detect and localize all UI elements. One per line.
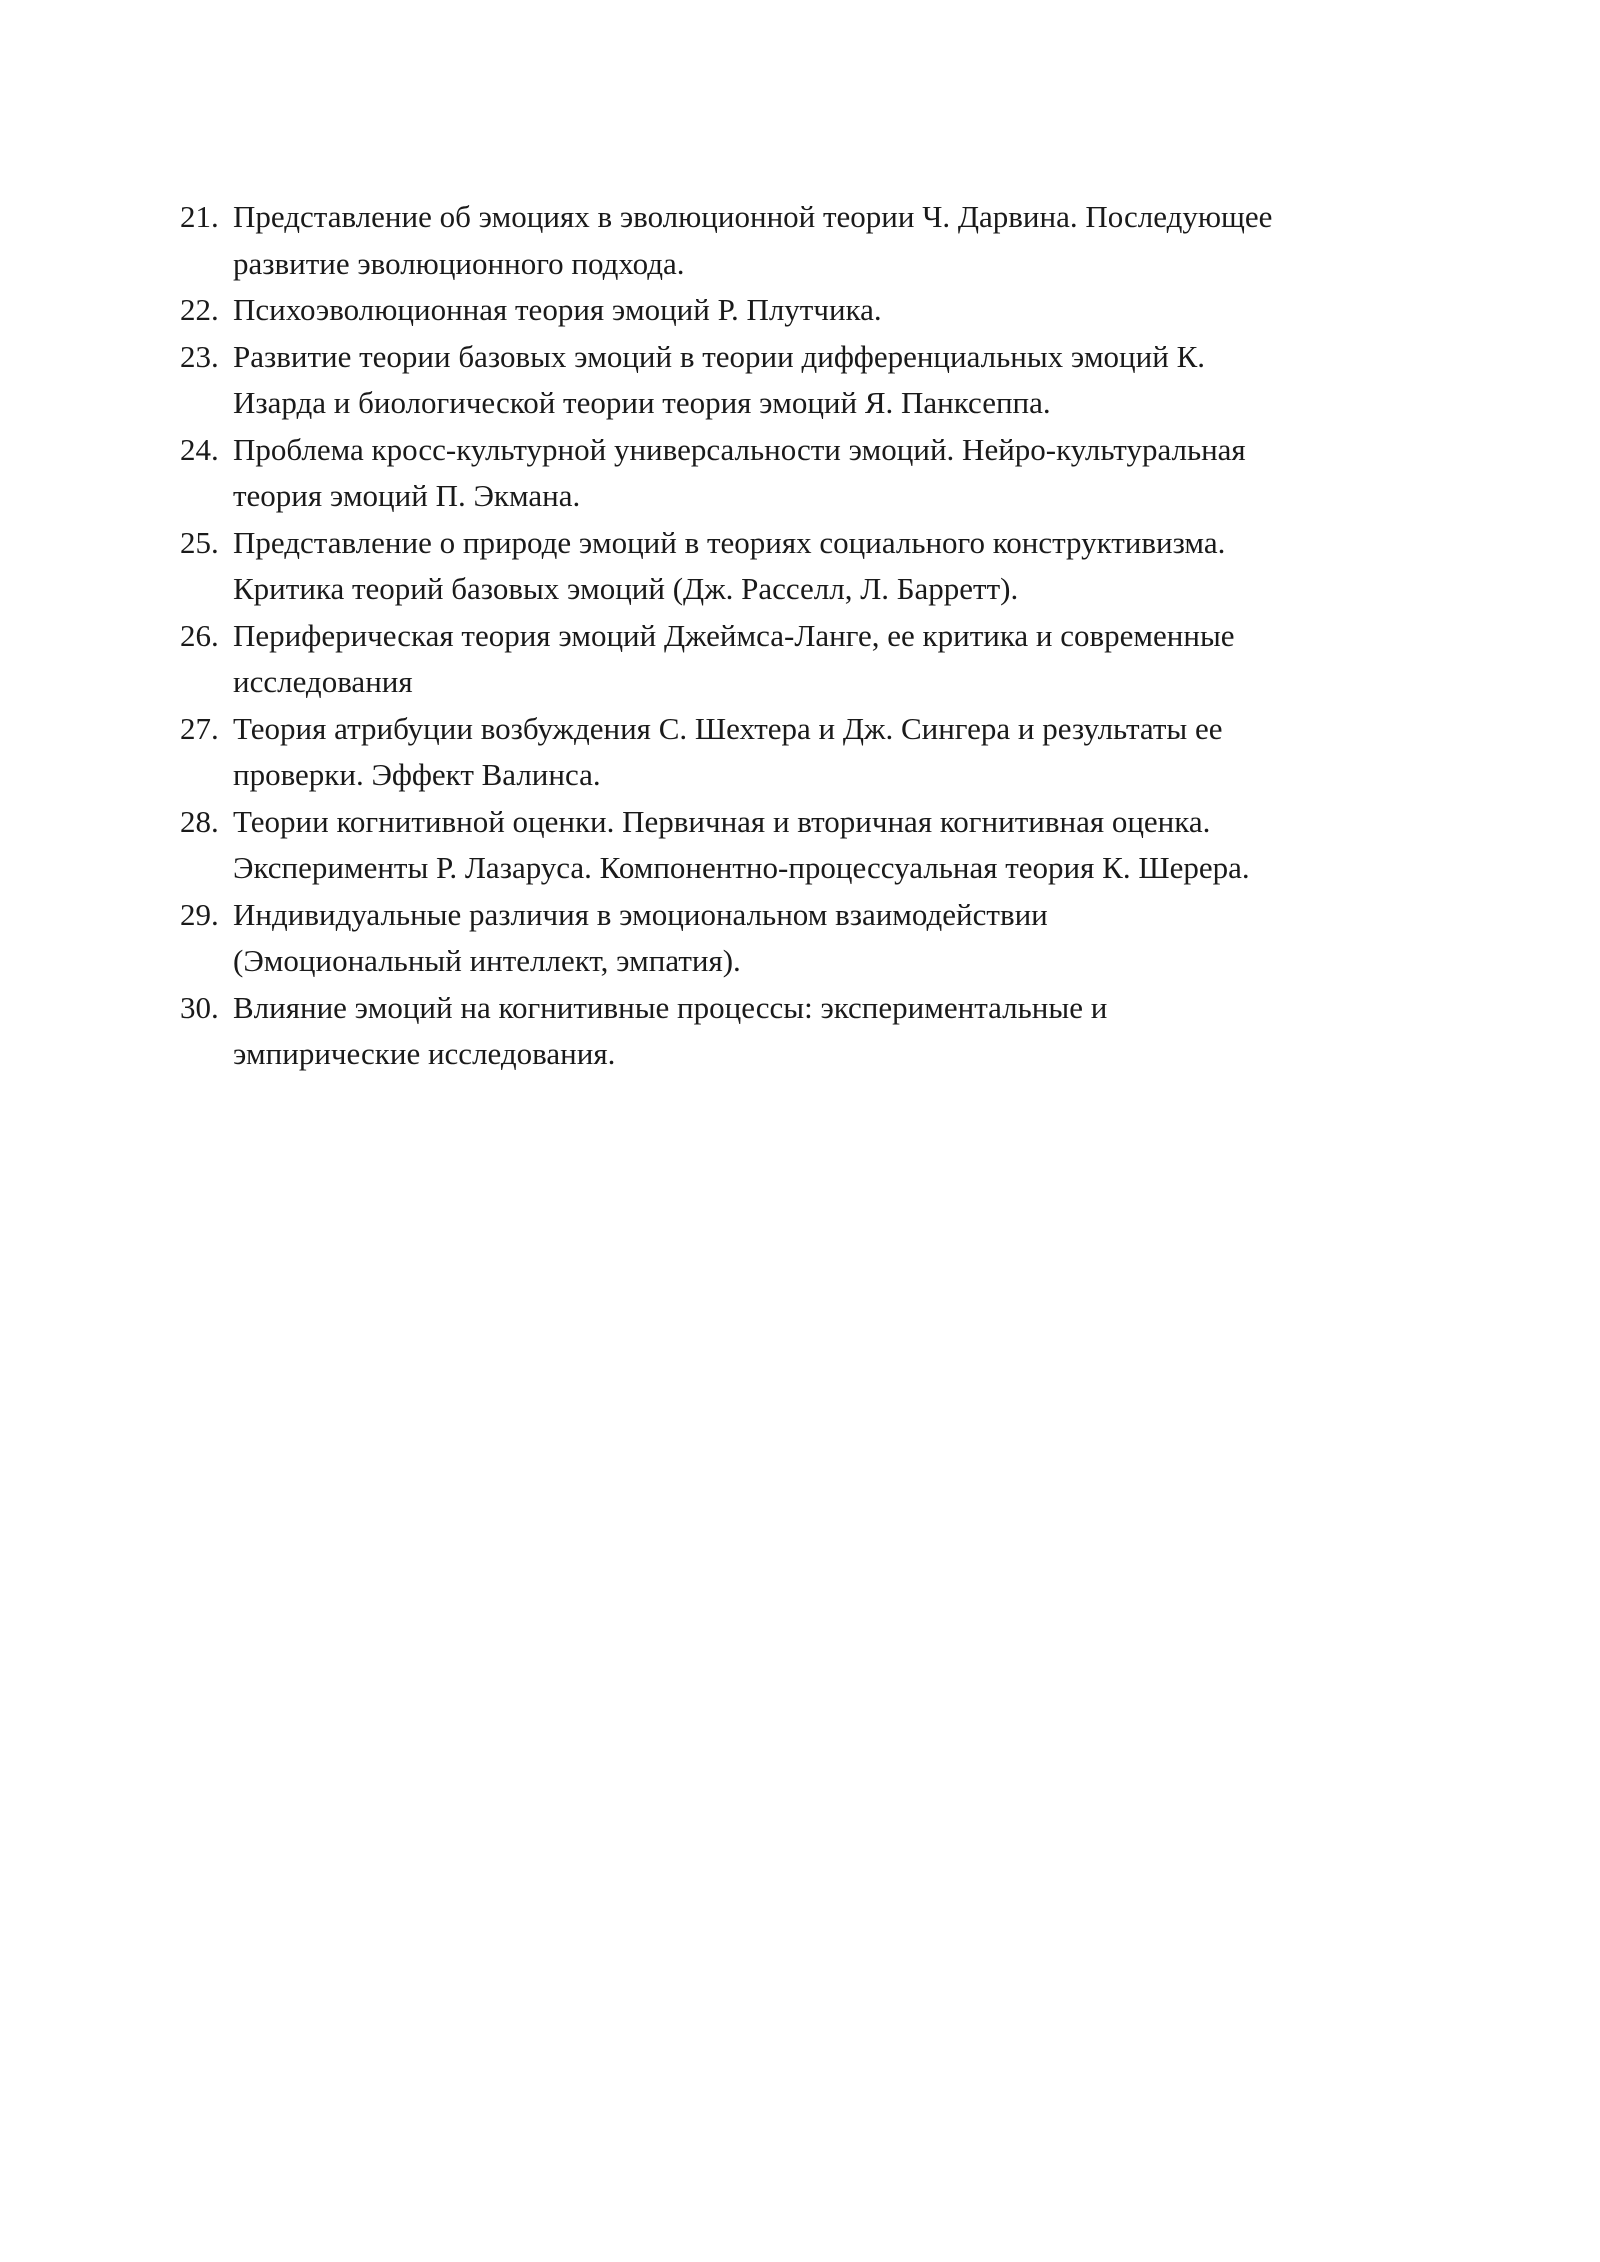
item-text: Проблема кросс-культурной универсальности эмоций. Нейро-культуральная теория эмоций П. Экмана. [233,431,1246,513]
item-number: 24. [180,431,219,467]
item-number: 22. [180,292,219,327]
list-item [180,427,1440,520]
item-number: 27. [180,710,219,746]
item-number: 23. [180,338,219,374]
list-item [180,520,1440,613]
item-number: 26. [180,617,219,653]
item-text: Представление об эмоциях в эволюционной теории Ч. Дарвина. Последующее развитие эволюционного подхода. [233,199,1273,281]
item-number: 21. [180,199,219,234]
list-item [180,799,1440,892]
item-number: 25. [180,524,219,560]
item-number: 30. [180,989,219,1025]
item-number: 29. [180,896,219,932]
list-item [180,287,1440,334]
list-item [180,334,1440,427]
item-number: 28. [180,803,219,839]
list-item [180,613,1440,706]
list-item [180,892,1440,985]
list-item [180,985,1440,1078]
question-list [180,194,1440,1078]
item-text: Индивидуальные различия в эмоциональном взаимодействии (Эмоциональный интеллект, эмпатия). [233,896,1048,978]
item-text: Теории когнитивной оценки. Первичная и вторичная когнитивная оценка. Эксперименты Р. Лазаруса. Компонентно-процессуальная теория К. Шерера. [233,803,1250,885]
item-text: Представление о природе эмоций в теориях социального конструктивизма. Критика теорий базовых эмоций (Дж. Расселл, Л. Барретт). [233,524,1226,606]
list-item [180,194,1440,287]
list-item [180,706,1440,799]
item-text: Влияние эмоций на когнитивные процессы: экспериментальные и эмпирические исследования. [233,989,1108,1071]
item-text: Психоэволюционная теория эмоций Р. Плутчика. [233,292,882,327]
item-text: Теория атрибуции возбуждения С. Шехтера и Дж. Сингера и результаты ее проверки. Эффект Валинса. [233,710,1223,792]
item-text: Развитие теории базовых эмоций в теории дифференциальных эмоций К. Изарда и биологической теории теория эмоций Я. Панксеппа. [233,338,1206,420]
item-text: Периферическая теория эмоций Джеймса-Ланге, ее критика и современные исследования [233,617,1235,699]
